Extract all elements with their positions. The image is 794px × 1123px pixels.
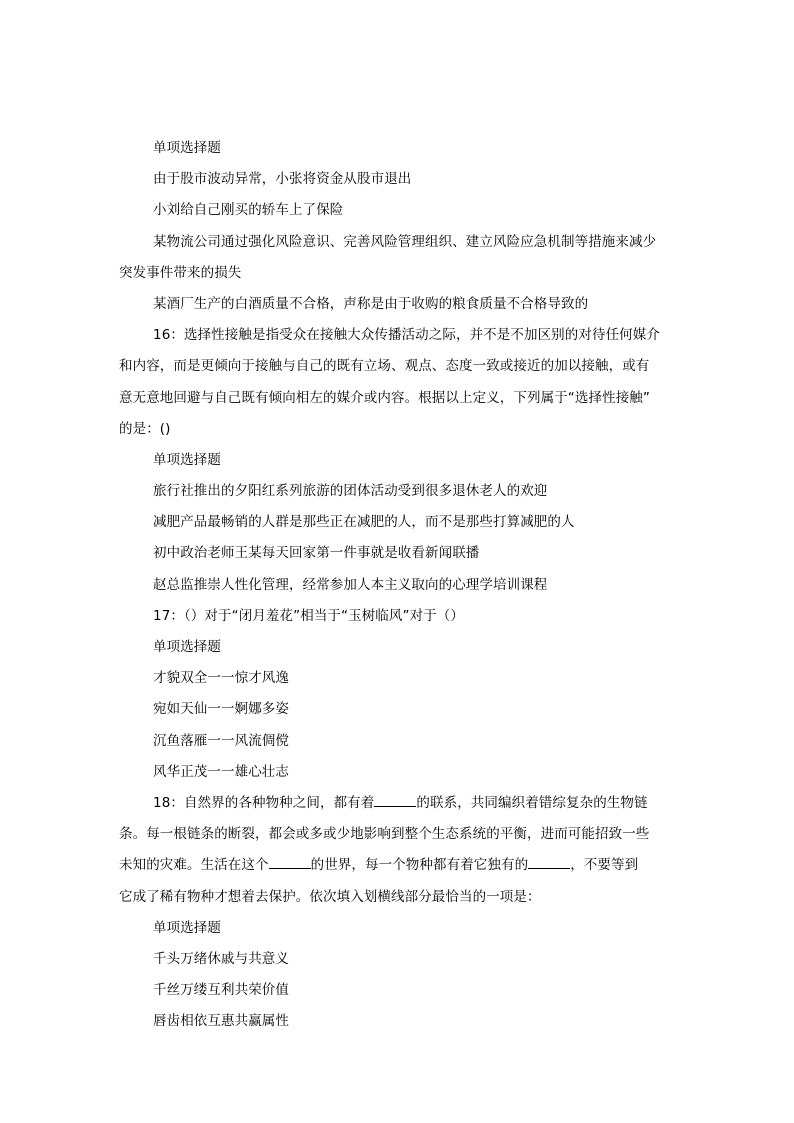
option-text: 由于股市波动异常，小张将资金从股市退出 [153,171,412,188]
option-text: 才貌双全一一惊才风逸 [153,670,289,687]
question-stem: 16：选择性接触是指受众在接触大众传播活动之际，并不是不加区别的对待任何媒介 [153,327,660,344]
option-text: 赵总监推崇人性化管理，经常参加人本主义取向的心理学培训课程 [153,576,548,593]
stem-segment: 未知的灾难。生活在这个 [119,857,269,874]
question-stem-continued: 的是：() [119,420,171,437]
fill-in-blank [374,794,416,807]
option-text: 千头万绪休戚与共意义 [153,950,289,967]
option-text: 千丝万缕互利共荣价值 [153,982,289,999]
question-stem-continued: 条。每一根链条的断裂，都会或多或少地影响到整个生态系统的平衡，进而可能招致一些 [119,826,650,843]
option-text: 沉鱼落雁一一风流倜傥 [153,732,289,749]
option-text: 旅行社推出的夕阳红系列旅游的团体活动受到很多退休老人的欢迎 [153,483,548,500]
fill-in-blank [269,856,311,869]
question-stem [119,788,679,819]
option-text: 某酒厂生产的白酒质量不合格，声称是由于收购的粮食质量不合格导致的 [153,295,589,312]
option-text: 风华正茂一一雄心壮志 [153,763,289,780]
question-stem: 17：（）对于“闭月羞花”相当于“玉树临风”对于（） [153,607,465,624]
stem-segment: 的联系，共同编织着错综复杂的生物链 [416,794,648,811]
option-text: 唇齿相依互惠共赢属性 [153,1013,289,1030]
stem-segment: 18：自然界的各种物种之间，都有着 [153,794,375,811]
question-stem-continued: 意无意地回避与自己既有倾向相左的媒介或内容。根据以上定义，下列属于“选择性接触” [119,389,650,406]
stem-segment: 的世界，每一个物种都有着它独有的 [310,857,529,874]
question-type-label: 单项选择题 [153,639,221,655]
question-type-label: 单项选择题 [153,919,221,936]
option-text: 宛如天仙一一婀娜多姿 [153,701,289,718]
question-type-label: 单项选择题 [153,451,221,468]
option-text: 小刘给自己刚买的轿车上了保险 [153,202,344,219]
option-text-continued: 突发事件带来的损失 [119,264,242,281]
fill-in-blank [528,856,570,869]
question-stem-continued: 它成了稀有物种才想着去保护。依次填入划横线部分最恰当的一项是： [119,888,541,905]
option-text: 减肥产品最畅销的人群是那些正在减肥的人，而不是那些打算减肥的人 [153,514,575,531]
question-type-label: 单项选择题 [153,140,221,156]
document-body [119,133,679,1037]
stem-segment: ，不要等到 [570,857,639,874]
question-stem-continued [119,850,679,881]
option-text: 初中政治老师王某每天回家第一件事就是收看新闻联播 [153,545,480,562]
option-text: 某物流公司通过强化风险意识、完善风险管理组织、建立风险应急机制等措施来减少 [153,233,657,250]
question-stem-continued: 和内容，而是更倾向于接触与自己的既有立场、观点、态度一致或接近的加以接触，或有 [119,358,650,375]
